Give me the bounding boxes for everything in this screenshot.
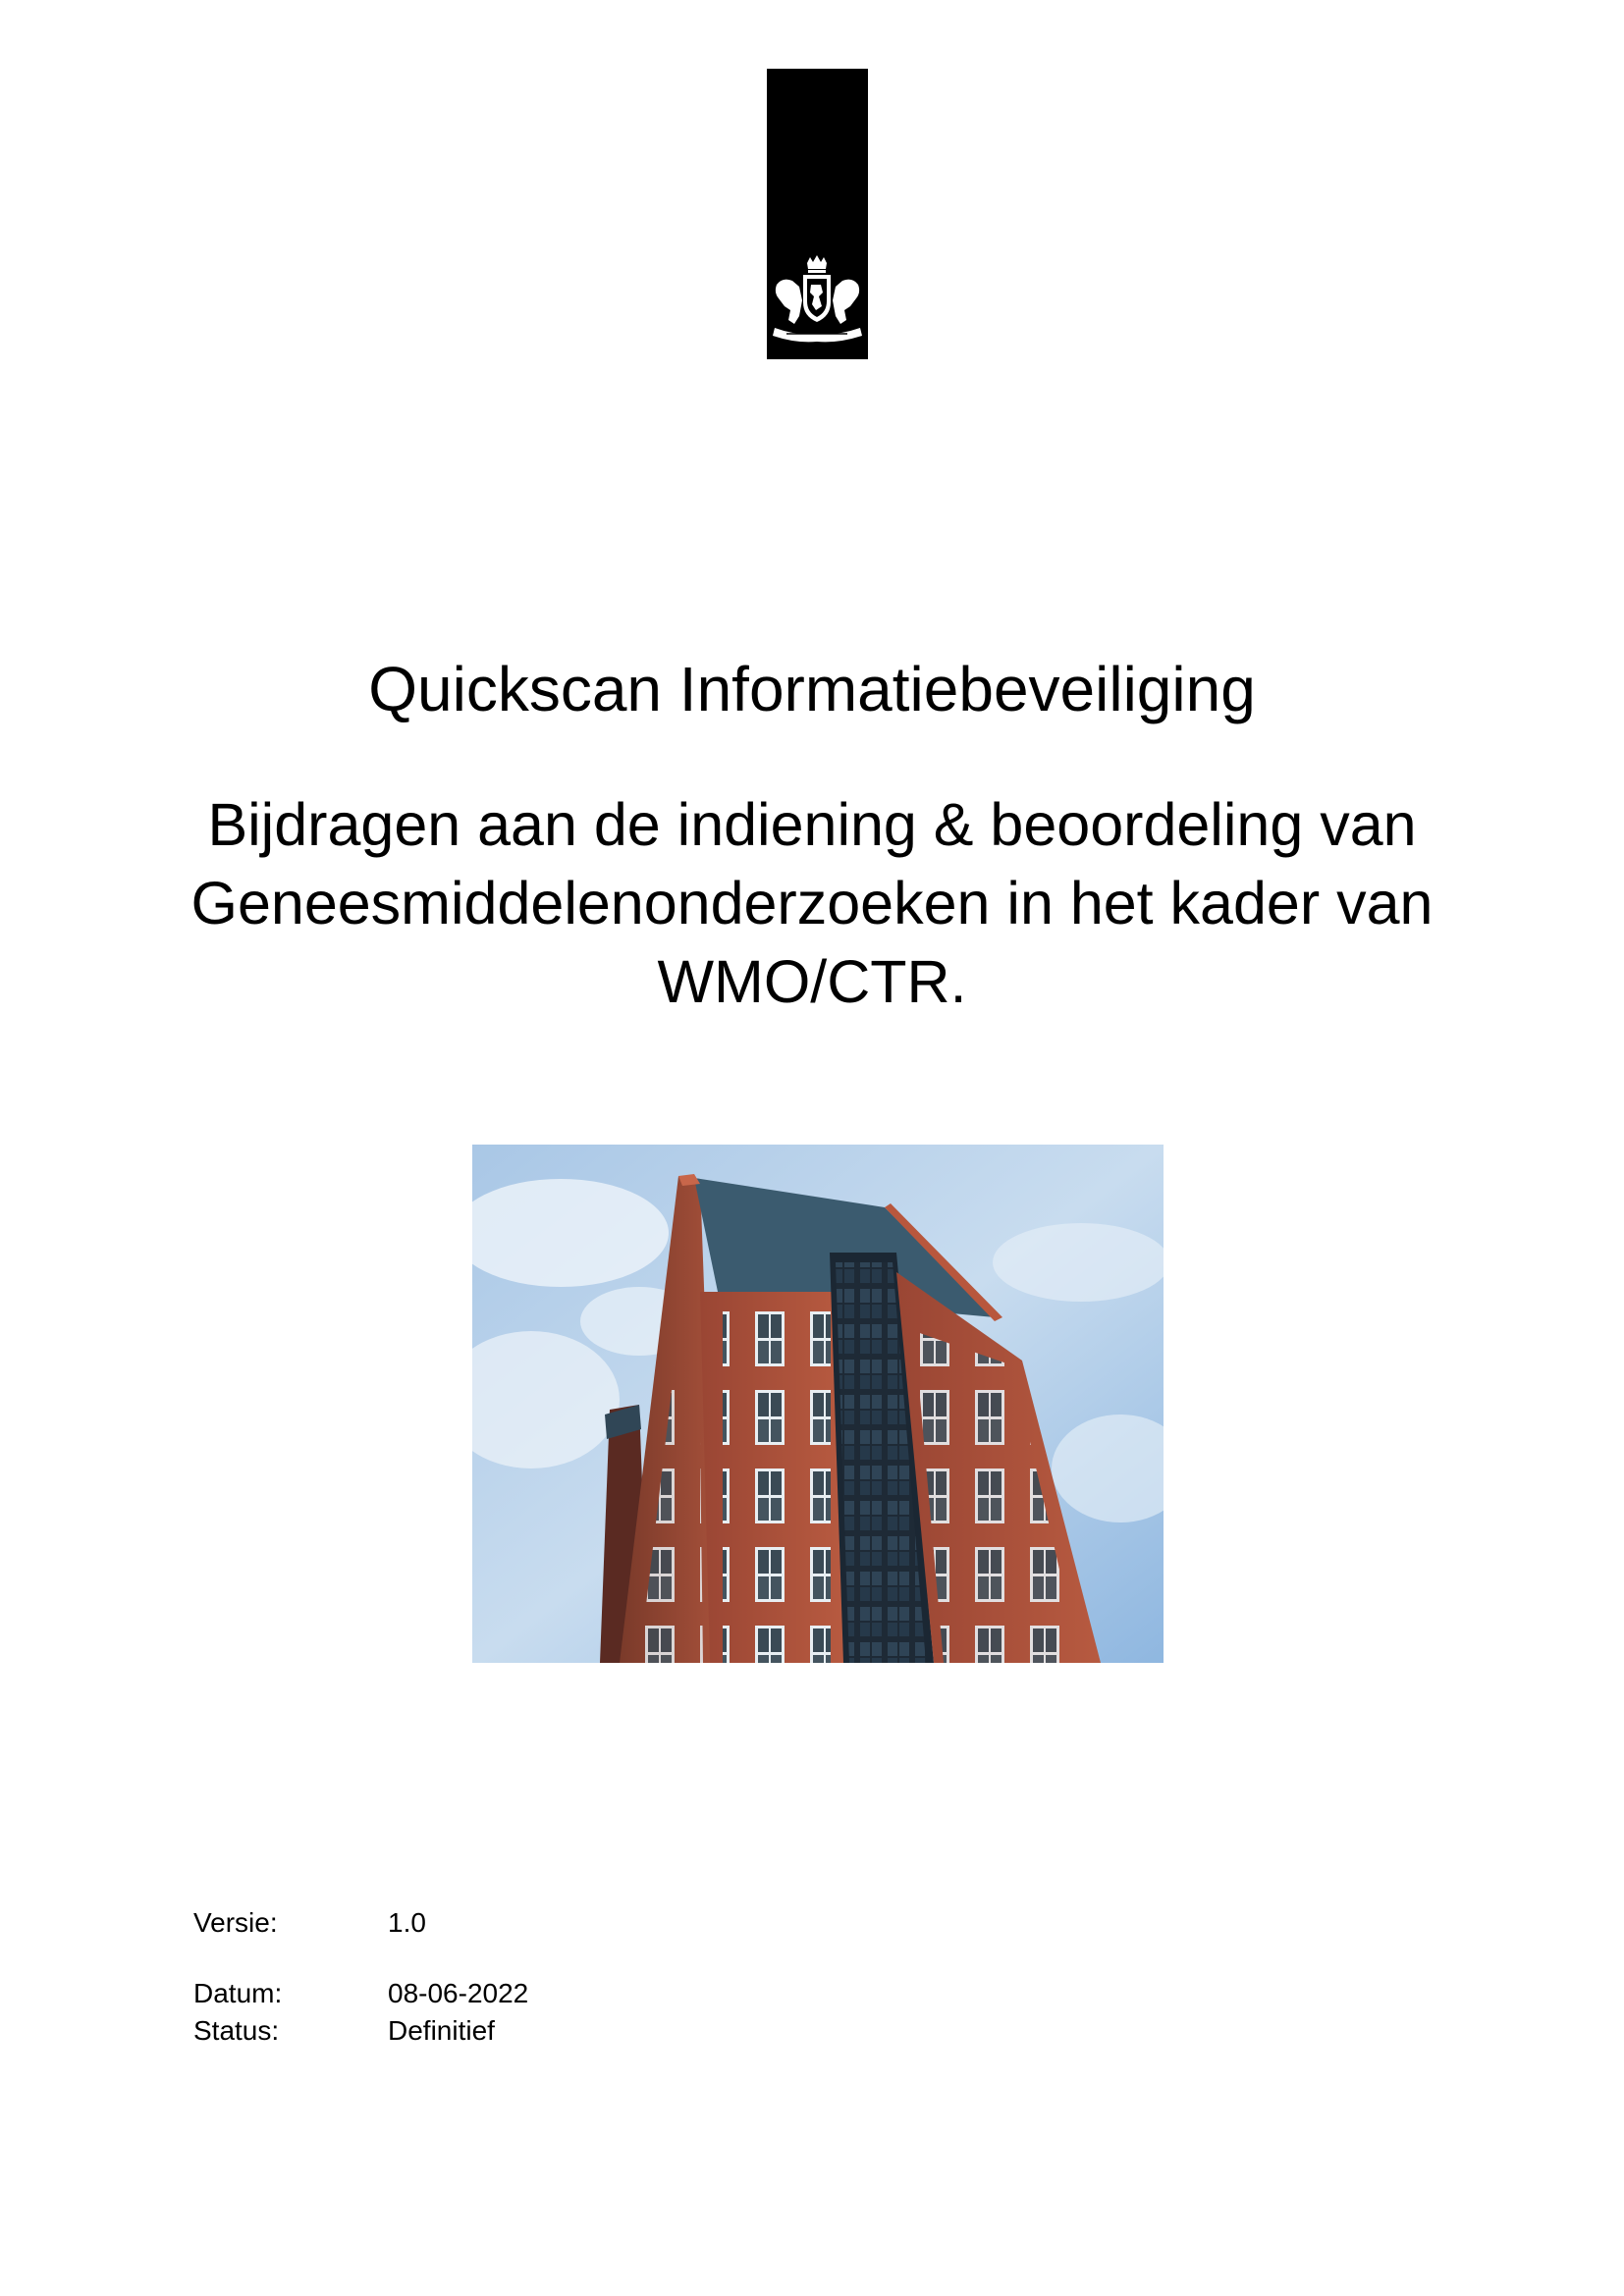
status-row	[193, 2012, 528, 2050]
date-row	[193, 1975, 528, 2012]
document-metadata	[193, 1904, 528, 2050]
subtitle-line: Geneesmiddelenonderzoeken in het kader van	[190, 870, 1434, 936]
subtitle-line: Bijdragen aan de indiening & beoordeling van	[207, 791, 1417, 858]
version-value: 1.0	[388, 1907, 426, 1938]
document-subtitle	[147, 785, 1477, 1021]
government-logo	[767, 69, 868, 359]
subtitle-line: WMO/CTR.	[657, 948, 967, 1015]
status-label: Status:	[193, 2015, 280, 2046]
date-label: Datum:	[193, 1978, 283, 2008]
document-title: Quickscan Informatiebeveiliging	[368, 654, 1256, 724]
version-label: Versie:	[193, 1907, 278, 1938]
dutch-coat-of-arms-icon	[767, 255, 868, 346]
version-row	[193, 1904, 528, 1942]
status-value: Definitief	[388, 2015, 495, 2046]
date-value: 08-06-2022	[388, 1978, 529, 2008]
building-photo	[472, 1145, 1164, 1663]
